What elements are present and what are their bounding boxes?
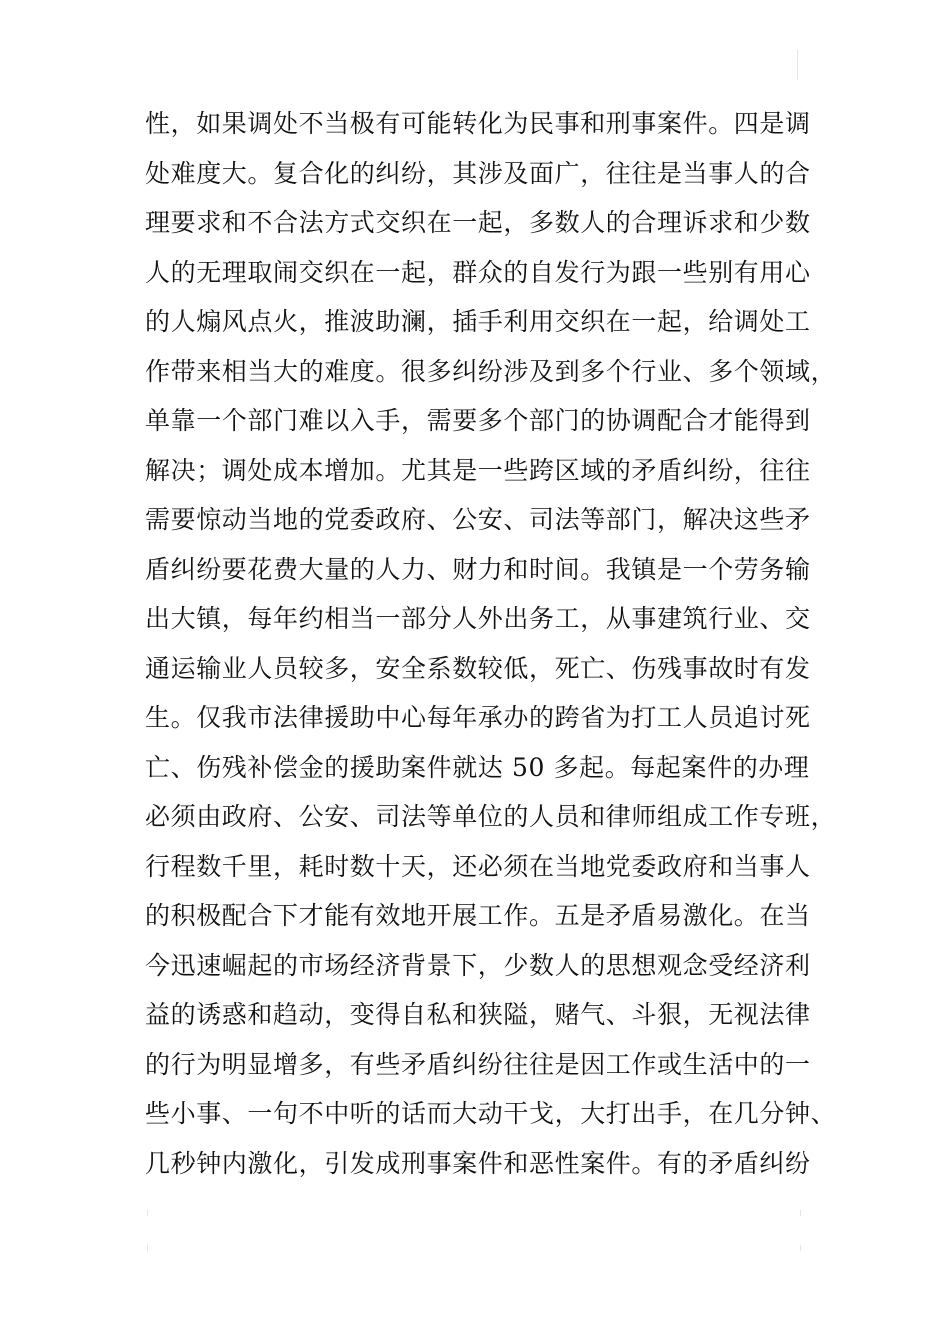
page-corner-mark	[147, 1245, 148, 1251]
page-corner-mark	[147, 1210, 148, 1216]
text-line: 益的诱惑和趋动，变得自私和狭隘，赌气、斗狠，无视法律	[145, 1000, 811, 1029]
text-line: 些小事、一句不中听的话而大动干戈，大打出手，在几分钟、	[145, 1099, 837, 1128]
text-line: 单靠一个部门难以入手，需要多个部门的协调配合才能得到	[145, 406, 811, 435]
text-line: 几秒钟内激化，引发成刑事案件和恶性案件。有的矛盾纠纷	[145, 1148, 811, 1178]
text-line: 人的无理取闹交织在一起，群众的自发行为跟一些别有用心	[145, 257, 811, 287]
text-line: 今迅速崛起的市场经济背景下，少数人的思想观念受经济利	[145, 950, 811, 980]
text-line: 亡、伤残补偿金的援助案件就达 50 多起。每起案件的办理	[145, 752, 810, 782]
text-line: 性，如果调处不当极有可能转化为民事和刑事案件。四是调	[145, 109, 811, 138]
text-line: 处难度大。复合化的纠纷，其涉及面广，往往是当事人的合	[145, 158, 811, 188]
body-text	[145, 99, 837, 1188]
page-corner-mark	[800, 1245, 801, 1251]
text-line: 生。仅我市法律援助中心每年承办的跨省为打工人员追讨死	[145, 703, 811, 732]
text-line: 的人煽风点火，推波助澜，插手利用交织在一起，给调处工	[145, 307, 811, 336]
text-line: 的积极配合下才能有效地开展工作。五是矛盾易激化。在当	[145, 901, 811, 930]
text-line: 解决；调处成本增加。尤其是一些跨区域的矛盾纠纷，往往	[145, 455, 811, 485]
text-line: 理要求和不合法方式交织在一起，多数人的合理诉求和少数	[145, 208, 811, 237]
text-line: 盾纠纷要花费大量的人力、财力和时间。我镇是一个劳务输	[145, 554, 811, 584]
text-line: 作带来相当大的难度。很多纠纷涉及到多个行业、多个领域，	[145, 356, 837, 386]
text-line: 通运输业人员较多，安全系数较低，死亡、伤残事故时有发	[145, 653, 811, 683]
page-corner-mark	[800, 1210, 801, 1216]
text-line: 行程数千里，耗时数十天，还必须在当地党委政府和当事人	[145, 851, 811, 881]
text-line: 需要惊动当地的党委政府、公安、司法等部门，解决这些矛	[145, 505, 811, 534]
text-line: 出大镇，每年约相当一部分人外出务工，从事建筑行业、交	[145, 604, 811, 633]
text-line: 必须由政府、公安、司法等单位的人员和律师组成工作专班，	[145, 802, 837, 831]
text-line: 的行为明显增多，有些矛盾纠纷往往是因工作或生活中的一	[145, 1049, 811, 1079]
page-corner-mark	[797, 50, 798, 80]
